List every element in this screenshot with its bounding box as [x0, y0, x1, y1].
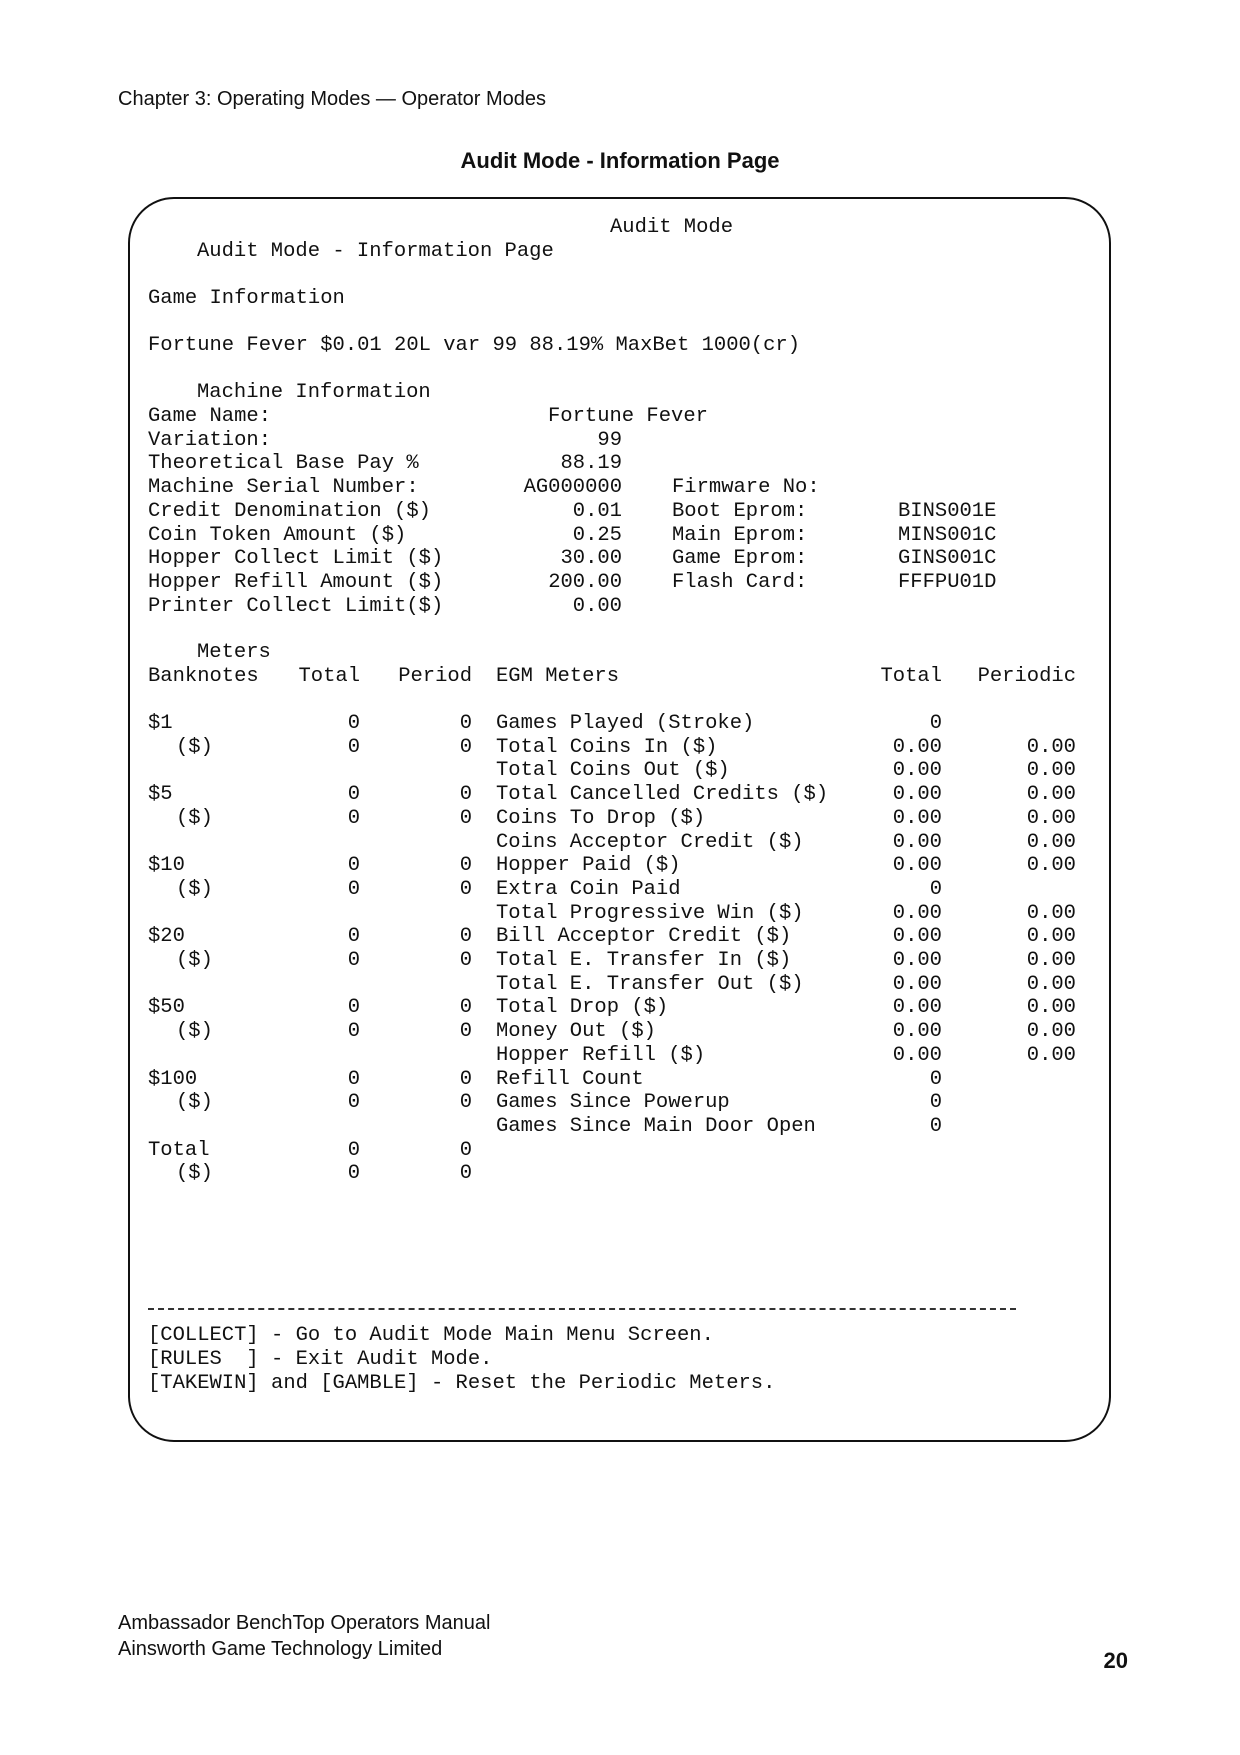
- machine-info-value: 200.00: [548, 570, 622, 594]
- machine-info-value: 0.01: [572, 499, 622, 523]
- banknote-total: 0: [347, 1067, 360, 1091]
- banknote-period: 0: [459, 806, 472, 830]
- screen-mode-title: Audit Mode: [610, 216, 734, 239]
- egm-meter-periodic: 0.00: [1026, 783, 1076, 807]
- machine-info-value: 0.25: [572, 523, 622, 547]
- egm-meter-periodic: 0.00: [1026, 1020, 1076, 1044]
- banknote-total: 0: [347, 735, 360, 759]
- game-info-line: Fortune Fever $0.01 20L var 99 88.19% MaxBet 1000(cr): [148, 334, 801, 357]
- egm-meter-periodic: 0.00: [1026, 901, 1076, 925]
- egm-meter-total: 0: [929, 1114, 942, 1138]
- banknote-name: ($): [176, 1162, 213, 1186]
- egm-meter-total: 0.00: [892, 759, 942, 783]
- machine-info-label: Theoretical Base Pay %: [148, 452, 419, 476]
- banknote-name: ($): [176, 1091, 213, 1115]
- banknote-total: 0: [347, 1091, 360, 1115]
- egm-meter-name: Games Since Main Door Open: [496, 1114, 816, 1138]
- machine-info-value: AG000000: [523, 476, 622, 500]
- banknote-name: $20: [148, 925, 185, 949]
- banknote-period: 0: [459, 1020, 472, 1044]
- machine-info-value: 88.19: [560, 452, 622, 476]
- banknote-name: ($): [176, 949, 213, 972]
- banknote-name: Total: [148, 1138, 210, 1162]
- egm-meter-periodic: 0.00: [1026, 1043, 1076, 1067]
- machine-info-value: 30.00: [560, 547, 622, 571]
- banknote-period: 0: [459, 1067, 472, 1091]
- machine-info-label: Machine Serial Number:: [148, 476, 419, 500]
- banknote-period: 0: [459, 949, 472, 972]
- egm-meter-total: 0.00: [892, 996, 942, 1020]
- banknote-total: 0: [347, 854, 360, 878]
- egm-meter-total: 0.00: [892, 949, 942, 972]
- egm-periodic-header: Periodic: [977, 665, 1076, 688]
- egm-meter-name: Total Drop ($): [496, 996, 669, 1020]
- banknotes-period-header: Period: [398, 665, 472, 688]
- egm-meter-periodic: 0.00: [1026, 854, 1076, 878]
- banknote-total: 0: [347, 712, 360, 735]
- egm-meter-total: 0: [929, 1067, 942, 1091]
- firmware-label: Main Eprom:: [672, 523, 808, 547]
- egm-meter-periodic: 0.00: [1026, 735, 1076, 759]
- banknote-total: 0: [347, 1138, 360, 1162]
- machine-info-value: Fortune Fever: [548, 405, 708, 428]
- banknote-period: 0: [459, 735, 472, 759]
- banknote-period: 0: [459, 1091, 472, 1115]
- egm-meter-name: Money Out ($): [496, 1020, 656, 1044]
- machine-info-label: Coin Token Amount ($): [148, 523, 407, 547]
- page-number: 20: [1103, 1648, 1128, 1673]
- banknote-name: $1: [148, 712, 173, 735]
- banknotes-total-header: Total: [298, 665, 360, 688]
- firmware-value: GINS001C: [898, 547, 997, 571]
- firmware-label: Game Eprom:: [672, 547, 808, 571]
- egm-meter-total: 0.00: [892, 925, 942, 949]
- egm-meter-name: Hopper Refill ($): [496, 1043, 706, 1067]
- egm-meter-total: 0.00: [892, 735, 942, 759]
- egm-meter-periodic: 0.00: [1026, 972, 1076, 996]
- banknote-name: ($): [176, 806, 213, 830]
- egm-meter-total: 0.00: [892, 972, 942, 996]
- banknote-period: 0: [459, 783, 472, 807]
- banknote-name: $100: [148, 1067, 198, 1091]
- banknote-period: 0: [459, 925, 472, 949]
- banknote-period: 0: [459, 996, 472, 1020]
- banknote-name: $5: [148, 783, 173, 807]
- firmware-label: Flash Card:: [672, 570, 808, 594]
- machine-info-value: 99: [597, 428, 622, 452]
- egm-meter-periodic: 0.00: [1026, 949, 1076, 972]
- banknote-period: 0: [459, 854, 472, 878]
- egm-meter-total: 0: [929, 712, 942, 735]
- banknote-period: 0: [459, 712, 472, 735]
- instruction-reset: [TAKEWIN] and [GAMBLE] - Reset the Periodic Meters.: [148, 1372, 776, 1395]
- firmware-value: BINS001E: [898, 499, 997, 523]
- instruction-rules: [RULES ] - Exit Audit Mode.: [148, 1348, 493, 1371]
- banknote-total: 0: [347, 996, 360, 1020]
- banknote-period: 0: [459, 1162, 472, 1186]
- machine-info-label: Machine Information: [197, 381, 431, 404]
- machine-info-label: Printer Collect Limit($): [148, 594, 444, 618]
- meters-label: Meters: [197, 641, 271, 664]
- egm-meter-name: Total Coins In ($): [496, 735, 718, 759]
- egm-meter-total: 0.00: [892, 854, 942, 878]
- egm-meter-total: 0.00: [892, 1020, 942, 1044]
- egm-meter-periodic: 0.00: [1026, 925, 1076, 949]
- game-info-label: Game Information: [148, 287, 345, 310]
- egm-meter-total: 0.00: [892, 783, 942, 807]
- machine-info-label: Variation:: [148, 428, 272, 452]
- egm-meter-name: Hopper Paid ($): [496, 854, 681, 878]
- divider: [148, 1308, 1016, 1310]
- egm-meter-total: 0: [929, 1091, 942, 1115]
- banknote-total: 0: [347, 806, 360, 830]
- instruction-collect: [COLLECT] - Go to Audit Mode Main Menu Screen.: [148, 1324, 714, 1347]
- egm-meter-periodic: 0.00: [1026, 806, 1076, 830]
- egm-meter-total: 0: [929, 877, 942, 901]
- egm-meter-periodic: 0.00: [1026, 830, 1076, 854]
- egm-meter-name: Games Played (Stroke): [496, 712, 755, 735]
- screen-subtitle: Audit Mode - Information Page: [197, 240, 554, 263]
- banknote-name: $50: [148, 996, 185, 1020]
- egm-meter-total: 0.00: [892, 1043, 942, 1067]
- machine-info-label: Game Name:: [148, 405, 272, 428]
- banknote-name: ($): [176, 735, 213, 759]
- footer-manual-title: Ambassador BenchTop Operators Manual: [118, 1612, 491, 1634]
- egm-meter-total: 0.00: [892, 830, 942, 854]
- page-title: Audit Mode - Information Page: [460, 148, 780, 173]
- egm-meter-name: Total E. Transfer Out ($): [496, 972, 804, 996]
- banknote-total: 0: [347, 949, 360, 972]
- egm-meter-name: Refill Count: [496, 1067, 644, 1091]
- banknote-total: 0: [347, 1162, 360, 1186]
- banknote-period: 0: [459, 1138, 472, 1162]
- machine-info-value: 0.00: [572, 594, 622, 618]
- footer-company: Ainsworth Game Technology Limited: [118, 1638, 443, 1660]
- egm-meter-name: Games Since Powerup: [496, 1091, 730, 1115]
- banknote-period: 0: [459, 877, 472, 901]
- machine-info-label: Credit Denomination ($): [148, 499, 431, 523]
- firmware-label: Boot Eprom:: [672, 499, 808, 523]
- firmware-label: Firmware No:: [672, 476, 820, 500]
- banknote-total: 0: [347, 783, 360, 807]
- egm-meter-total: 0.00: [892, 901, 942, 925]
- egm-total-header: Total: [880, 665, 942, 688]
- banknote-name: $10: [148, 854, 185, 878]
- egm-meter-total: 0.00: [892, 806, 942, 830]
- machine-info-label: Hopper Collect Limit ($): [148, 547, 444, 571]
- egm-meter-name: Total Coins Out ($): [496, 759, 730, 783]
- egm-meter-name: Extra Coin Paid: [496, 877, 681, 901]
- egm-meter-periodic: 0.00: [1026, 759, 1076, 783]
- machine-info-label: Hopper Refill Amount ($): [148, 570, 444, 594]
- egm-meter-name: Total E. Transfer In ($): [496, 949, 792, 972]
- chapter-heading: Chapter 3: Operating Modes — Operator Modes: [118, 88, 546, 110]
- firmware-value: FFFPU01D: [898, 570, 997, 594]
- egm-meters-header: EGM Meters: [496, 665, 620, 688]
- firmware-value: MINS001C: [898, 523, 997, 547]
- banknote-total: 0: [347, 877, 360, 901]
- egm-meter-periodic: 0.00: [1026, 996, 1076, 1020]
- egm-meter-name: Total Cancelled Credits ($): [496, 783, 829, 807]
- banknote-name: ($): [176, 877, 213, 901]
- banknote-total: 0: [347, 925, 360, 949]
- banknote-total: 0: [347, 1020, 360, 1044]
- egm-meter-name: Coins Acceptor Credit ($): [496, 830, 804, 854]
- banknotes-header: Banknotes: [148, 665, 259, 688]
- egm-meter-name: Coins To Drop ($): [496, 806, 706, 830]
- banknote-name: ($): [176, 1020, 213, 1044]
- egm-meter-name: Bill Acceptor Credit ($): [496, 925, 792, 949]
- egm-meter-name: Total Progressive Win ($): [496, 901, 804, 925]
